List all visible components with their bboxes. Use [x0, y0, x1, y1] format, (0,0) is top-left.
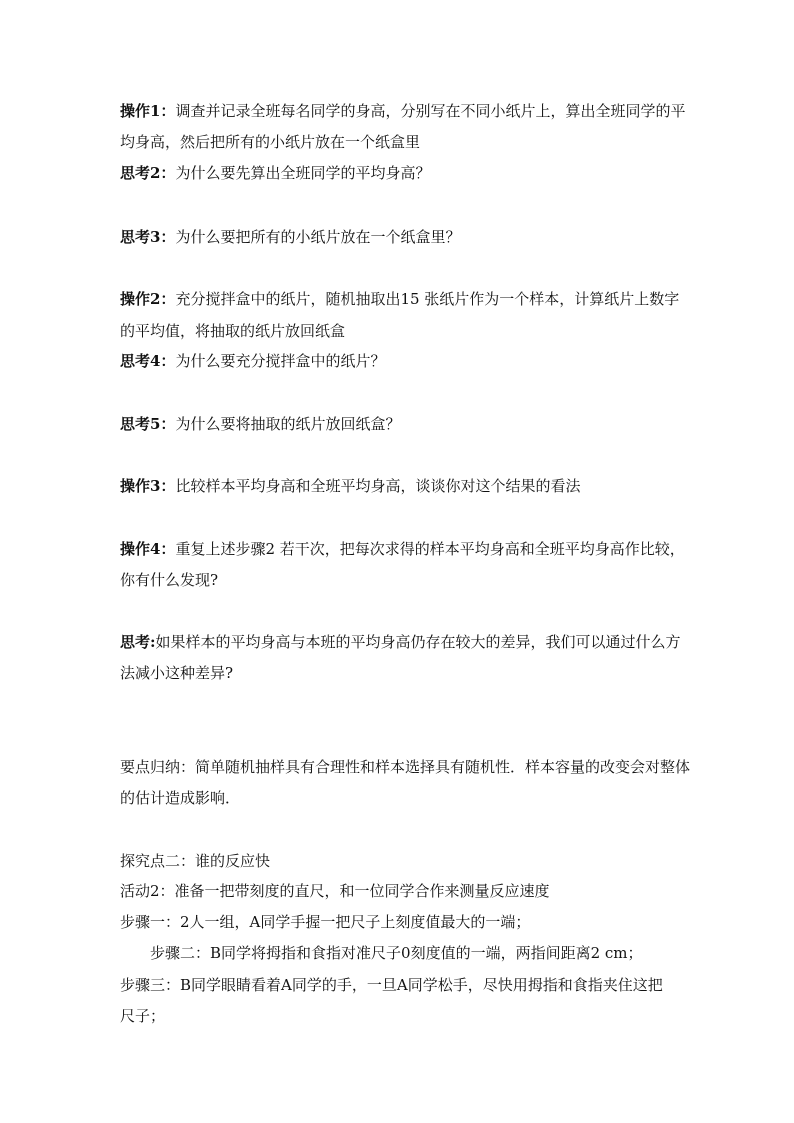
- op4-label: 操作4：: [120, 540, 176, 558]
- explore2-title: 探究点二：谁的反应快: [120, 852, 271, 870]
- op3-line: [120, 476, 580, 496]
- op1-line2: 均身高，然后把所有的小纸片放在一个纸盒里: [120, 133, 421, 151]
- think-label: 思考:: [120, 633, 156, 651]
- think2-line: [120, 163, 430, 183]
- op1-line1: [120, 101, 685, 121]
- step1-line: 步骤一：2人一组，A同学手握一把尺子上刻度值最大的一端；: [120, 913, 531, 931]
- think5-line: [120, 414, 400, 434]
- think-line2: 法减小这种差异?: [120, 664, 234, 682]
- step2-line: 步骤二：B同学将拇指和食指对准尺子0刻度值的一端，两指间距离2 cm；: [150, 944, 643, 962]
- summary-line2: 的估计造成影响．: [120, 789, 241, 807]
- op2-text1: 充分搅拌盒中的纸片，随机抽取出15 张纸片作为一个样本，计算纸片上数字: [175, 290, 680, 308]
- think3-line: [120, 227, 460, 247]
- op2-label: 操作2：: [120, 290, 176, 308]
- think-text1: 如果样本的平均身高与本班的平均身高仍存在较大的差异，我们可以通过什么方: [155, 633, 681, 651]
- think-line1: [120, 632, 681, 652]
- think3-label: 思考3：: [120, 228, 176, 246]
- think4-label: 思考4：: [120, 352, 176, 370]
- op2-line2: 的平均值，将抽取的纸片放回纸盒: [120, 322, 346, 340]
- op4-text1: 重复上述步骤2 若干次，把每次求得的样本平均身高和全班平均身高作比较，: [175, 540, 685, 558]
- op4-line1: [120, 539, 685, 559]
- think4-line: [120, 351, 385, 371]
- step3-line2: 尺子；: [120, 1007, 166, 1025]
- think2-label: 思考2：: [120, 164, 176, 182]
- step3-line1: 步骤三：B同学眼睛看着A同学的手，一旦A同学松手，尽快用拇指和食指夹住这把: [120, 976, 663, 994]
- think4-text: 为什么要充分搅拌盒中的纸片？: [175, 352, 386, 370]
- op3-text: 比较样本平均身高和全班平均身高，谈谈你对这个结果的看法: [175, 477, 581, 495]
- op1-label: 操作1：: [120, 102, 176, 120]
- op1-text1: 调查并记录全班每名同学的身高，分别写在不同小纸片上，算出全班同学的平: [175, 102, 686, 120]
- activity2-line: 活动2：准备一把带刻度的直尺，和一位同学合作来测量反应速度: [120, 882, 550, 900]
- think3-text: 为什么要把所有的小纸片放在一个纸盒里？: [175, 228, 461, 246]
- think2-text: 为什么要先算出全班同学的平均身高？: [175, 164, 431, 182]
- think5-text: 为什么要将抽取的纸片放回纸盒？: [175, 415, 401, 433]
- op2-line1: [120, 289, 679, 309]
- op4-line2: 你有什么发现?: [120, 571, 219, 589]
- op3-label: 操作3：: [120, 477, 176, 495]
- summary-line1: 要点归纳：简单随机抽样具有合理性和样本选择具有随机性．样本容量的改变会对整体: [120, 758, 691, 776]
- think5-label: 思考5：: [120, 415, 176, 433]
